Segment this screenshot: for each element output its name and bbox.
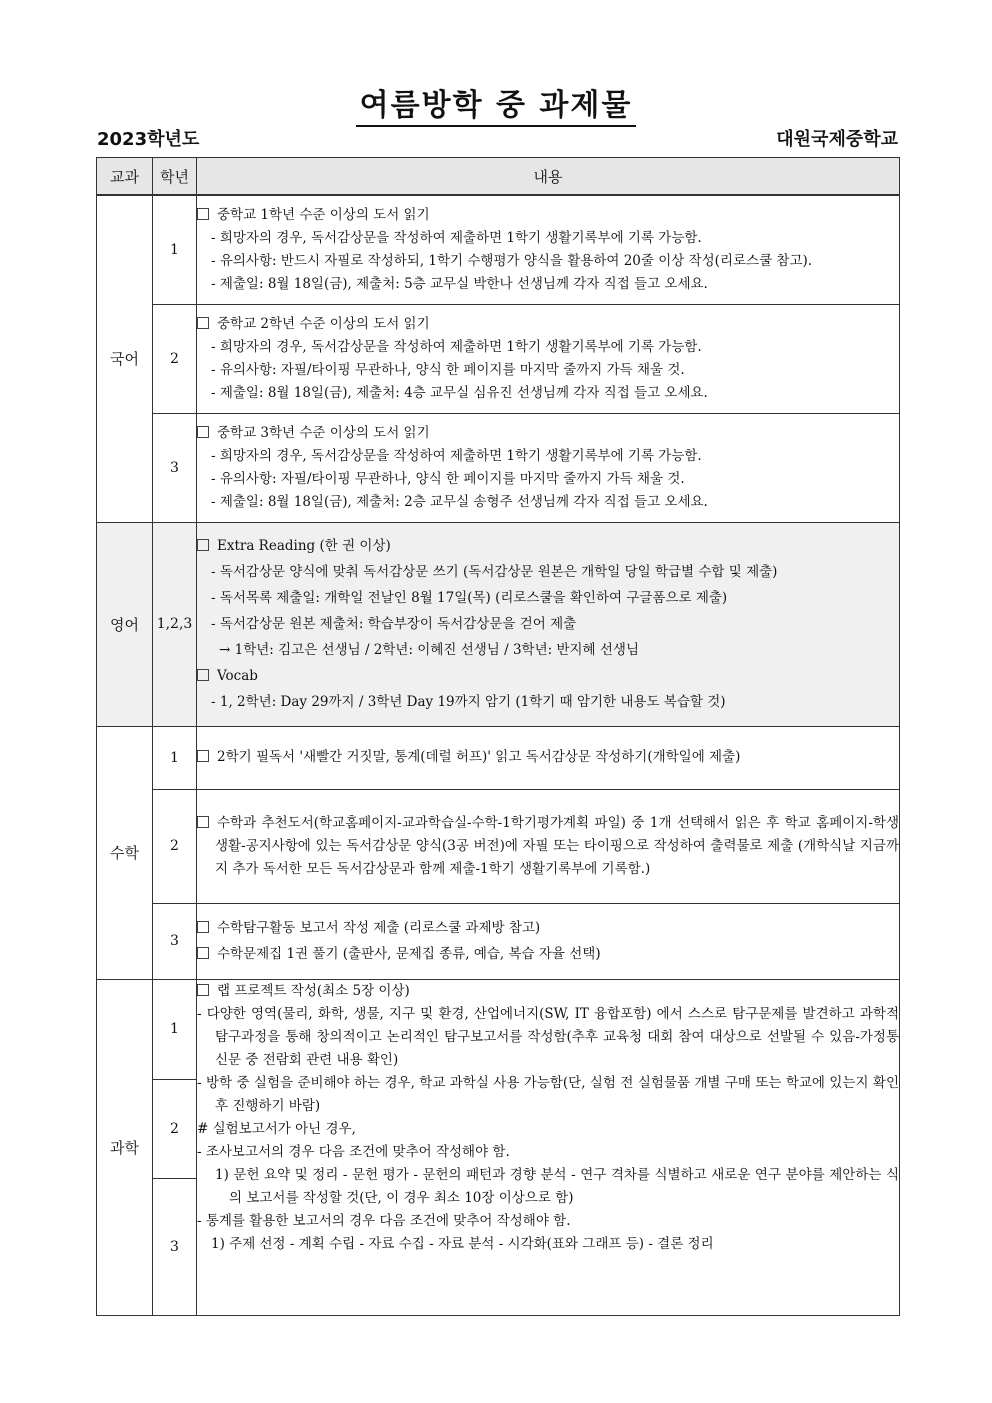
list-item: 수학과 추천도서(학교홈페이지-교과학습실-수학-1학기평가계획 파일) 중 1개 선택해서 읽은 후 학교 홈페이지-학생생활-공지사항에 있는 독서감상문 양식(3공 버전)에 자필 또는 타이핑으로 작성하여 출력물로 제출 (개학식날 지금까지 추가 독서한 모든 독서감상문과 함께 제출-1학기 생활기록부에 기록함.) <box>197 812 899 881</box>
table-header-row <box>97 158 900 196</box>
list-item: 중학교 1학년 수준 이상의 도서 읽기 <box>197 204 899 227</box>
list-item: - 유의사항: 자필/타이핑 무관하나, 양식 한 페이지를 마지막 줄까지 가득 채울 것. <box>211 361 685 378</box>
checkbox-icon <box>197 208 209 220</box>
checkbox-icon <box>197 426 209 438</box>
grade-cell: 2 <box>153 1079 197 1178</box>
content-cell <box>197 789 900 903</box>
table-row <box>97 789 900 903</box>
list-item: - 다양한 영역(물리, 화학, 생물, 지구 및 환경, 산업에너지(SW, IT 융합포함) 에서 스스로 탐구문제를 발견하고 과학적 탐구과정을 통해 창의적이고 논리적인 탐구보고서를 작성함(추후 교육청 대회 참여 대상으로 선발될 수 있음-가정통신문 중 전람회 관련 내용 확인) <box>197 1005 899 1068</box>
list-item: - 희망자의 경우, 독서감상문을 작성하여 제출하면 1학기 생활기록부에 기록 가능함. <box>211 229 702 246</box>
table-row <box>97 979 900 1079</box>
grade-cell: 1 <box>153 726 197 789</box>
content-cell <box>197 903 900 979</box>
list-item: - 조사보고서의 경우 다음 조건에 맞추어 작성해야 함. <box>197 1143 510 1160</box>
list-item: - 독서감상문 양식에 맞춰 독서감상문 쓰기 (독서감상문 원본은 개학일 당일 학급별 수합 및 제출) <box>211 564 778 580</box>
checkbox-icon <box>197 921 209 933</box>
grade-cell: 3 <box>153 413 197 522</box>
content-cell <box>197 522 900 726</box>
table-row <box>97 726 900 789</box>
grade-cell: 1 <box>153 195 197 304</box>
list-item: 1) 문헌 요약 및 정리 - 문헌 평가 - 문헌의 패턴과 경향 분석 - 연구 격차를 식별하고 새로운 연구 분야를 제안하는 식의 보고서를 작성할 것(단, 이 경우 최소 10장 이상으로 함) <box>215 1166 899 1206</box>
grade-cell: 3 <box>153 1178 197 1315</box>
list-item: 수학문제집 1권 풀기 (출판사, 문제집 종류, 예습, 복습 자율 선택) <box>197 941 899 967</box>
table-row <box>97 522 900 726</box>
grade-cell: 2 <box>153 789 197 903</box>
content-cell <box>197 979 900 1315</box>
list-item: - 희망자의 경우, 독서감상문을 작성하여 제출하면 1학기 생활기록부에 기록 가능함. <box>211 447 702 464</box>
list-item: → 1학년: 김고은 선생님 / 2학년: 이혜진 선생님 / 3학년: 반지혜 선생님 <box>219 642 640 658</box>
checkbox-icon <box>197 539 209 551</box>
subject-cell-english: 영어 <box>97 522 153 726</box>
table-row <box>97 413 900 522</box>
grade-cell: 2 <box>153 304 197 413</box>
grade-cell: 1,2,3 <box>153 522 197 726</box>
list-item: - 제출일: 8월 18일(금), 제출처: 2층 교무실 송형주 선생님께 각자 직접 들고 오세요. <box>211 493 708 510</box>
list-item: - 1, 2학년: Day 29까지 / 3학년 Day 19까지 암기 (1학기 때 암기한 내용도 복습할 것) <box>211 694 726 710</box>
content-cell <box>197 726 900 789</box>
list-item: - 유의사항: 반드시 자필로 작성하되, 1학기 수행평가 양식을 활용하여 20줄 이상 작성(리로스쿨 참고). <box>211 252 813 269</box>
list-item: Vocab <box>197 663 899 689</box>
list-item: 1) 주제 선정 - 계획 수립 - 자료 수집 - 자료 분석 - 시각화(표와 그래프 등) - 결론 정리 <box>211 1235 714 1252</box>
document-title: 여름방학 중 과제물 <box>0 80 992 124</box>
grade-cell: 1 <box>153 979 197 1079</box>
checkbox-icon <box>197 816 209 828</box>
list-item: - 제출일: 8월 18일(금), 제출처: 5층 교무실 박한나 선생님께 각자 직접 들고 오세요. <box>211 275 708 292</box>
list-item: # 실험보고서가 아닌 경우, <box>197 1120 356 1137</box>
list-item: Extra Reading (한 권 이상) <box>197 533 899 559</box>
list-item: 2학기 필독서 '새빨간 거짓말, 통계(데럴 허프)' 읽고 독서감상문 작성하기(개학일에 제출) <box>197 746 899 769</box>
academic-year: 2023학년도 <box>97 129 200 150</box>
list-item: - 독서목록 제출일: 개학일 전날인 8월 17일(목) (리로스쿨을 확인하여 구글폼으로 제출) <box>211 590 728 606</box>
list-item: - 희망자의 경우, 독서감상문을 작성하여 제출하면 1학기 생활기록부에 기록 가능함. <box>211 338 702 355</box>
checkbox-icon <box>197 669 209 681</box>
list-item: 수학탐구활동 보고서 작성 제출 (리로스쿨 과제방 참고) <box>197 915 899 941</box>
grade-cell: 3 <box>153 903 197 979</box>
col-header-subject: 교과 <box>97 158 153 196</box>
col-header-content: 내용 <box>197 158 900 196</box>
checkbox-icon <box>197 984 209 996</box>
list-item: - 독서감상문 원본 제출처: 학습부장이 독서감상문을 걷어 제출 <box>211 616 577 632</box>
list-item: - 제출일: 8월 18일(금), 제출처: 4층 교무실 심유진 선생님께 각자 직접 들고 오세요. <box>211 384 708 401</box>
checkbox-icon <box>197 750 209 762</box>
list-item: - 통계를 활용한 보고서의 경우 다음 조건에 맞추어 작성해야 함. <box>197 1212 571 1229</box>
checkbox-icon <box>197 947 209 959</box>
list-item: 랩 프로젝트 작성(최소 5장 이상) <box>197 980 899 1003</box>
list-item: - 방학 중 실험을 준비해야 하는 경우, 학교 과학실 사용 가능함(단, 실험 전 실험물품 개별 구매 또는 학교에 있는지 확인 후 진행하기 바람) <box>197 1074 899 1114</box>
table-row <box>97 195 900 304</box>
table-row <box>97 903 900 979</box>
subject-cell-korean: 국어 <box>97 195 153 522</box>
content-cell <box>197 304 900 413</box>
list-item: - 유의사항: 자필/타이핑 무관하나, 양식 한 페이지를 마지막 줄까지 가득 채울 것. <box>211 470 685 487</box>
table-row <box>97 304 900 413</box>
col-header-grade: 학년 <box>153 158 197 196</box>
list-item: 중학교 3학년 수준 이상의 도서 읽기 <box>197 422 899 445</box>
subject-cell-math: 수학 <box>97 726 153 979</box>
list-item: 중학교 2학년 수준 이상의 도서 읽기 <box>197 313 899 336</box>
content-cell <box>197 413 900 522</box>
subject-cell-science: 과학 <box>97 979 153 1315</box>
assignment-table <box>96 157 900 1316</box>
school-name: 대원국제중학교 <box>776 129 898 150</box>
content-cell <box>197 195 900 304</box>
checkbox-icon <box>197 317 209 329</box>
